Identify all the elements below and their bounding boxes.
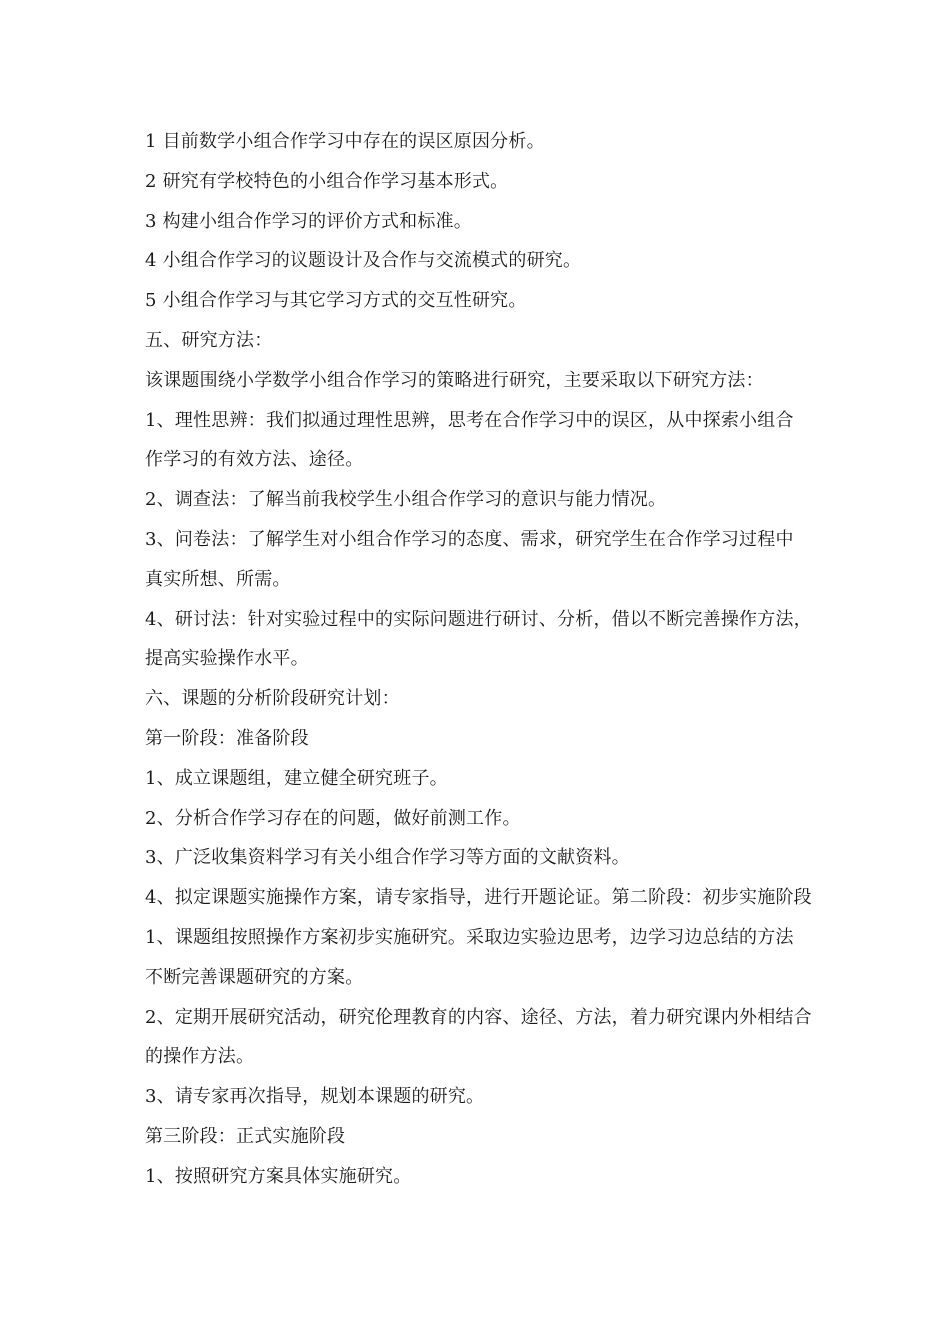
list-item: 2、调查法：了解当前我校学生小组合作学习的意识与能力情况。 xyxy=(145,489,667,511)
list-item: 1、按照研究方案具体实施研究。 xyxy=(145,1165,412,1187)
list-item: 2、定期开展研究活动，研究伦理教育的内容、途径、方法，着力研究课内外相结合 xyxy=(145,1006,812,1028)
section-heading: 五、研究方法： xyxy=(145,329,273,351)
list-item: 3、请专家再次指导，规划本课题的研究。 xyxy=(145,1086,485,1108)
list-item: 4、研讨法：针对实验过程中的实际问题进行研讨、分析，借以不断完善操作方法， xyxy=(145,608,812,630)
section-heading: 六、课题的分析阶段研究计划： xyxy=(145,688,400,710)
list-item: 5 小组合作学习与其它学习方式的交互性研究。 xyxy=(145,290,527,312)
paragraph-line: 该课题围绕小学数学小组合作学习的策略进行研究，主要采取以下研究方法： xyxy=(145,369,764,391)
list-item-continuation: 不断完善课题研究的方案。 xyxy=(145,966,364,988)
list-item: 4 小组合作学习的议题设计及合作与交流模式的研究。 xyxy=(145,250,582,272)
list-item: 3 构建小组合作学习的评价方式和标准。 xyxy=(145,210,472,232)
list-item: 1 目前数学小组合作学习中存在的误区原因分析。 xyxy=(145,131,545,152)
stage-heading: 第一阶段：准备阶段 xyxy=(145,727,309,749)
list-item-continuation: 作学习的有效方法、途径。 xyxy=(145,449,364,471)
list-item-continuation: 提高实验操作水平。 xyxy=(145,648,309,670)
document-body xyxy=(145,122,815,1197)
list-item: 1、成立课题组，建立健全研究班子。 xyxy=(145,767,448,789)
list-item: 1、理性思辨：我们拟通过理性思辨，思考在合作学习中的误区，从中探索小组合 xyxy=(145,409,794,431)
list-item: 4、拟定课题实施操作方案，请专家指导，进行开题论证。第二阶段：初步实施阶段 xyxy=(145,887,812,909)
list-item-continuation: 的操作方法。 xyxy=(145,1046,255,1068)
list-item: 2、分析合作学习存在的问题，做好前测工作。 xyxy=(145,807,521,829)
stage-heading: 第三阶段：正式实施阶段 xyxy=(145,1125,346,1147)
list-item: 3、广泛收集资料学习有关小组合作学习等方面的文献资料。 xyxy=(145,847,630,869)
list-item: 1、课题组按照操作方案初步实施研究。采取边实验边思考，边学习边总结的方法 xyxy=(145,926,794,948)
list-item: 3、问卷法：了解学生对小组合作学习的态度、需求，研究学生在合作学习过程中 xyxy=(145,528,794,550)
list-item: 2 研究有学校特色的小组合作学习基本形式。 xyxy=(145,170,509,192)
list-item-continuation: 真实所想、所需。 xyxy=(145,568,291,590)
